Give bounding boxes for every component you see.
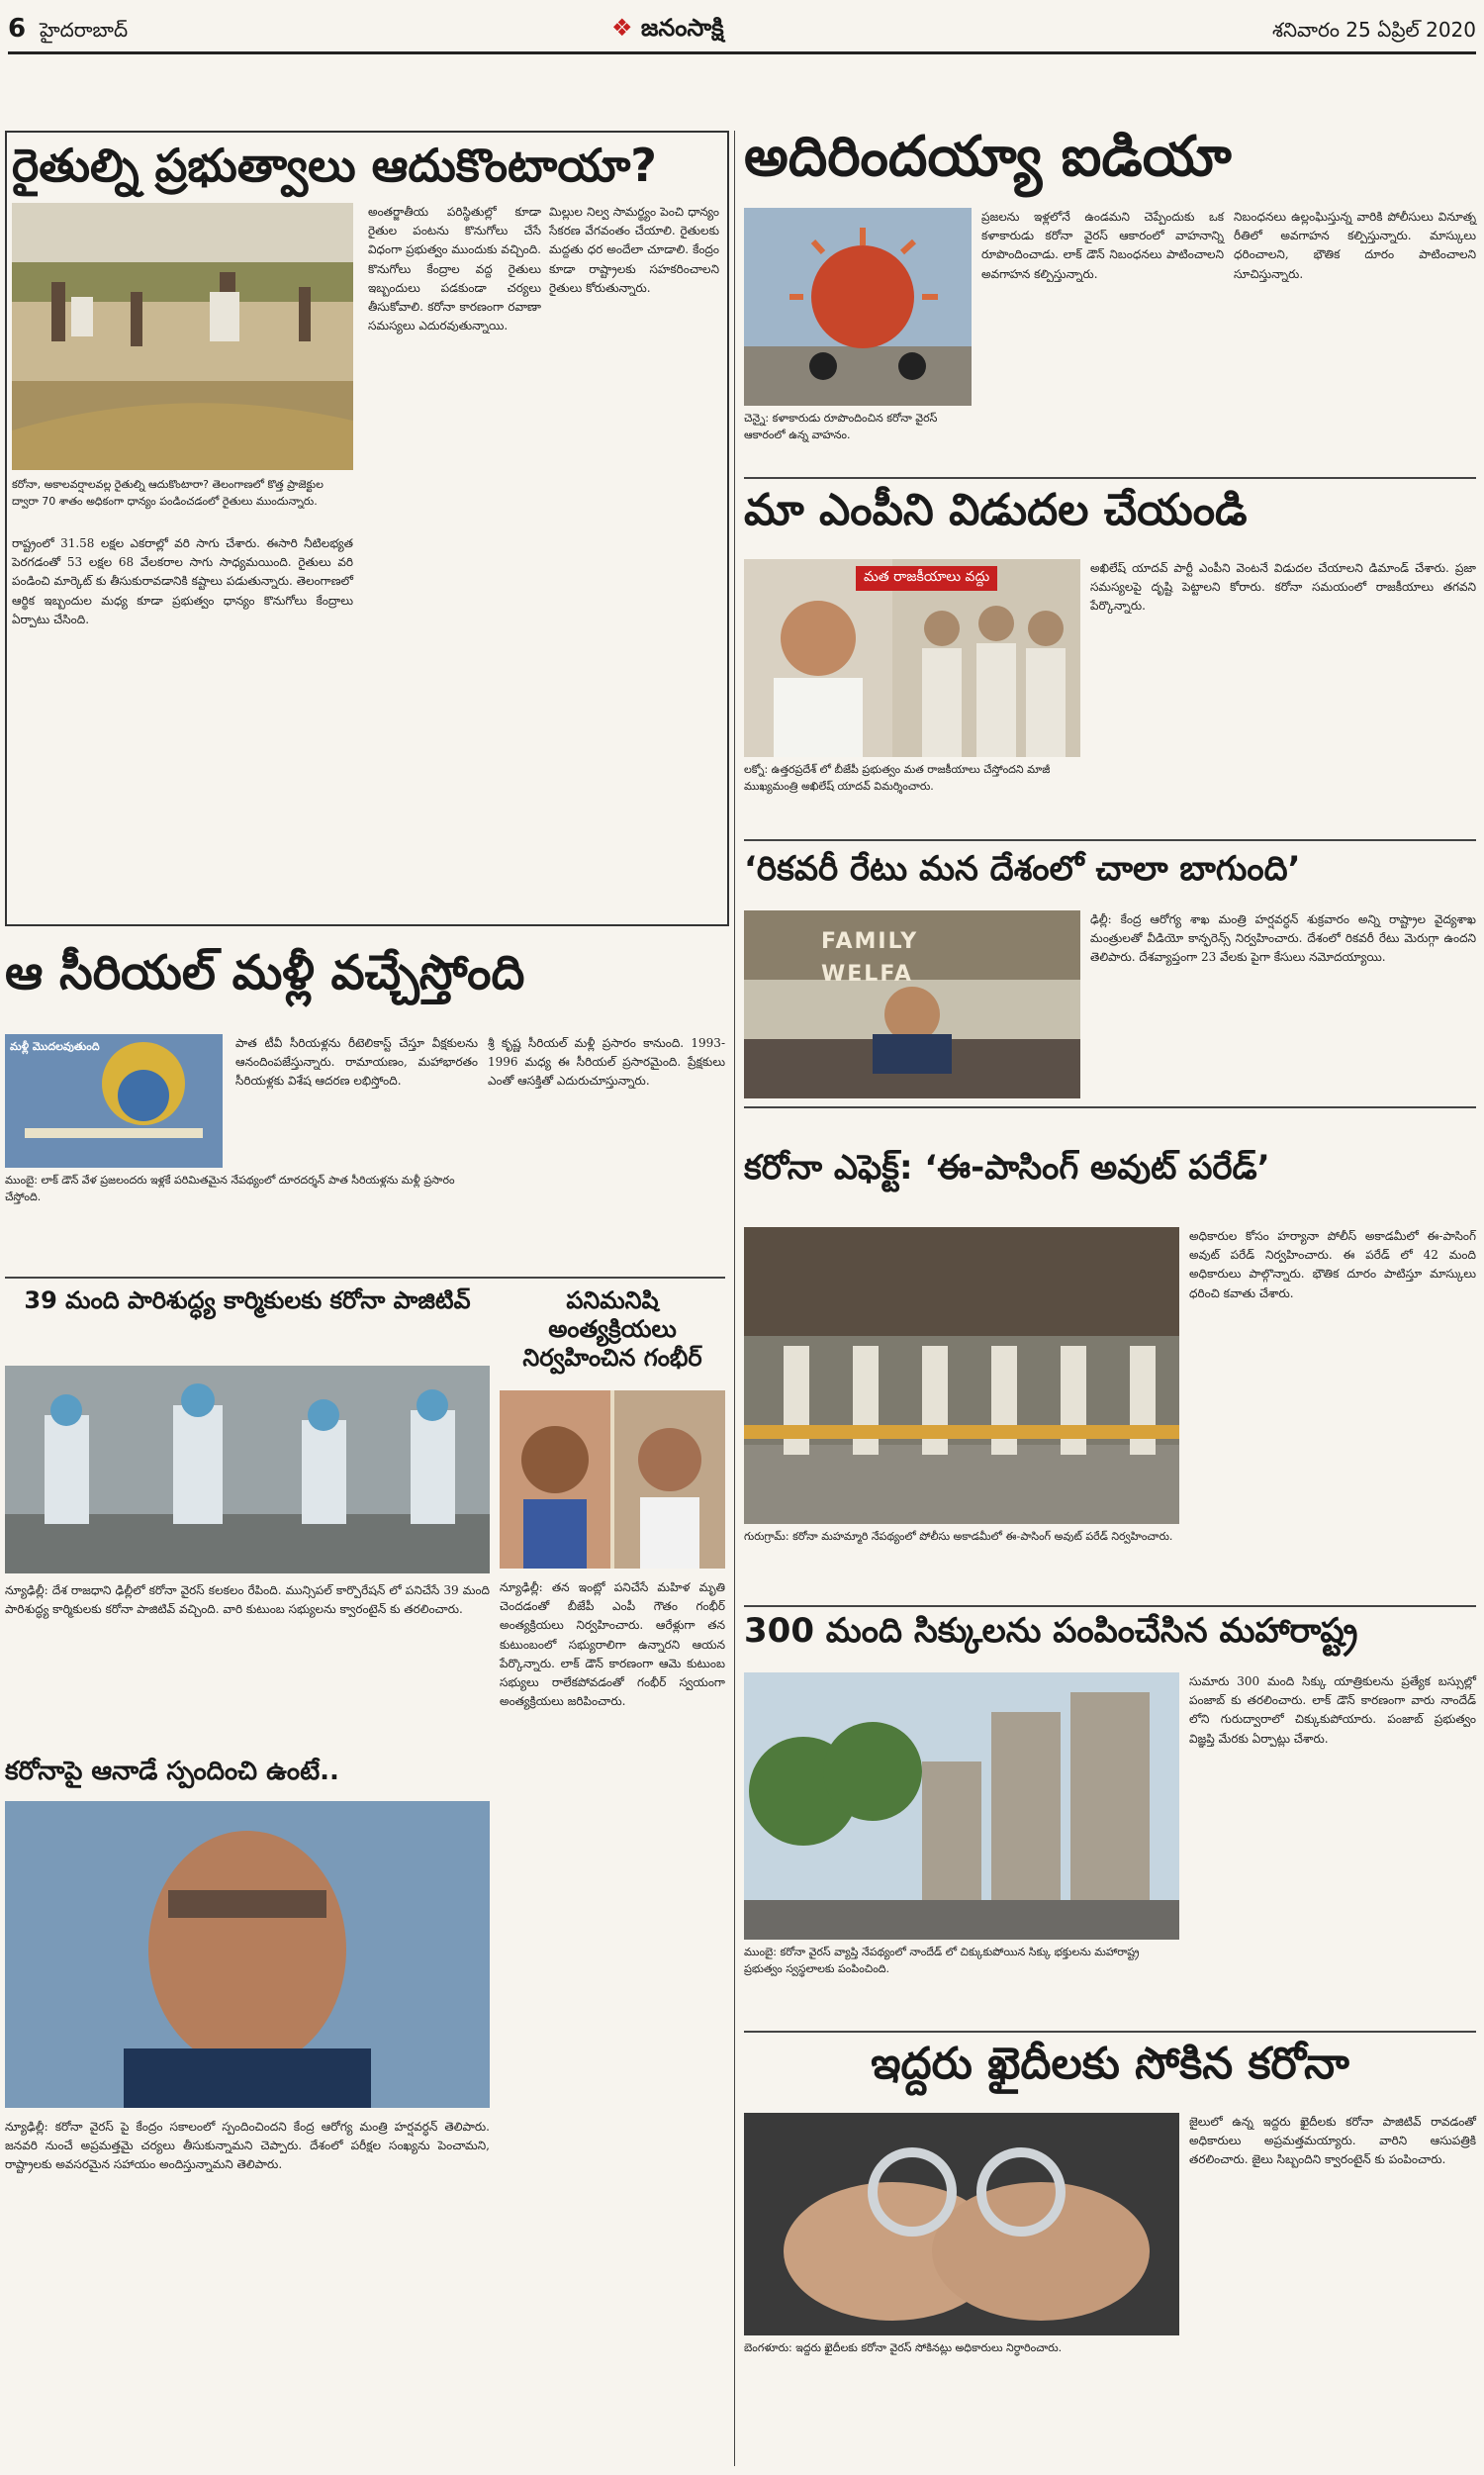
sanitation-workers-photo [5,1366,490,1573]
divider-serial [5,1277,725,1279]
sanitation-photo-graphic [5,1366,490,1573]
mp-headline: మా ఎంపీని విడుదల చేయండి [744,485,1248,535]
corona-response-headline: కరోనాపై ఆనాడే స్పందించి ఉంటే.. [5,1757,339,1786]
farmers-body-column-2: అంతర్జాతీయ పరిస్థితుల్లో కూడా రైతుల పంటను కొనుగోలు చేసే విధంగా ప్రభుత్వం ముందుకు వచ్చింది. కొనుగోలు కేంద్రాల వద్ద రైతులు ఇబ్బందులు పడకుండా చర్యలు తీసుకోవాలి. కరోనా కారణంగా రవాణా సమస్యలు ఎదురవుతున్నాయి. [368,205,541,333]
mp-photo-caption: లక్నో: ఉత్తరప్రదేశ్ లో బీజేపీ ప్రభుత్వం మత రాజకీయాలు చేస్తోందని మాజీ ముఖ్యమంత్రి అఖిలేష్ యాదవ్ విమర్శించారు. [744,763,1051,793]
corona-response-body: న్యూఢిల్లీ: కరోనా వైరస్ పై కేంద్రం సకాలంలో స్పందించిందని కేంద్ర ఆరోగ్య మంత్రి హర్షవర్ధన్ తెలిపారు. జనవరి నుంచే అప్రమత్తమై చర్యలు తీసుకున్నామని చెప్పారు. దేశంలో పరీక్షల సంఖ్యను పెంచామని, రాష్ట్రాలకు అవసరమైన సహాయం అందిస్తున్నామని తెలిపారు. [5,2120,490,2172]
prisoners-headline: ఇద్దరు ఖైదీలకు సోకిన కరోనా [871,2039,1349,2089]
serial-body-column-2: శ్రీ కృష్ణ సీరియల్ మళ్లీ ప్రసారం కానుంది. 1993-1996 మధ్య ఈ సీరియల్ ప్రసారమైంది. ప్రేక్షకులు ఎంతో ఆసక్తితో ఎదురుచూస్తున్నారు. [488,1036,725,1089]
sikhs-photo-graphic [744,1672,1179,1940]
recovery-headline: ‘రికవరీ రేటు మన దేశంలో చాలా బాగుంది’ [744,849,1301,889]
page-number: 6 [8,14,27,44]
farmers-body-column-1: రాష్ట్రంలో 31.58 లక్షల ఎకరాల్లో వరి సాగు చేశారు. ఈసారి నీటిలభ్యత పెరగడంతో 53 లక్షల 68 వేలకరాల సాగు సాధ్యమయింది. రైతులు వరి పండించి మార్కెట్ కు తీసుకురావడానికి కష్టాలు పడుతున్నారు. తెలంగాణలో ఆర్థిక ఇబ్బందుల మధ్య కూడా ప్రభుత్వం ధాన్యం కొనుగోలు కేంద్రాలు ఏర్పాటు చేసింది. [12,536,353,626]
farmers-photo-graphic [12,203,353,470]
mp-photo-tag: మత రాజకీయాలు వద్దు [856,566,997,591]
epassing-headline: కరోనా ఎఫెక్ట్: ‘ఈ-పాసింగ్ అవుట్ పరేడ్’ [744,1148,1270,1188]
masthead [8,10,1476,54]
idea-body-column-2: నిబంధనలు ఉల్లంఘిస్తున్న వారికి పోలీసులు వినూత్న రీతిలో అవగాహన కల్పిస్తున్నారు. మాస్కులు ధరించాలని, భౌతిక దూరం పాటించాలని సూచిస్తున్నారు. [1234,210,1476,281]
parade-photo-graphic [744,1227,1179,1524]
serial-photo-caption: ముంబై: లాక్ డౌన్ వేళ ప్రజలందరు ఇళ్లకే పరిమితమైన నేపథ్యంలో దూరదర్శన్ పాత సీరియళ్లను మళ్లీ ప్రసారం చేస్తోంది. [5,1174,455,1203]
divider-epassing [744,1605,1476,1607]
health-minister-photo [5,1801,490,2108]
logo-mark-icon: ❖ [611,14,633,42]
divider-sikhs [744,2031,1476,2033]
idea-headline: అదిరిందయ్యా ఐడియా [744,125,1232,189]
gambhir-photo-graphic [500,1390,725,1569]
sanitation-body: న్యూఢిల్లీ: దేశ రాజధాని ఢిల్లీలో కరోనా వైరస్ కలకలం రేపింది. మున్సిపల్ కార్పొరేషన్ లో పనిచేసే 39 మంది పారిశుద్ధ్య కార్మికులకు కరోనా పాజిటివ్ వచ్చింది. వారి కుటుంబ సభ్యులను క్వారంటైన్ కు తరలించారు. [5,1583,490,1617]
serial-photo-overlay: మళ్లీ మొదలవుతుంది [10,1040,100,1053]
maharashtra-photo [744,1672,1179,1940]
serial-headline: ఆ సీరియల్ మళ్లీ వచ్చేస్తోంది [5,945,525,1000]
prisoners-photo-graphic [744,2113,1179,2335]
edition-city: హైదరాబాద్ [40,18,129,42]
epassing-body: అధికారుల కోసం హర్యానా పోలీస్ అకాడమీలో ఈ-పాసింగ్ అవుట్ పరేడ్ నిర్వహించారు. ఈ పరేడ్ లో 42 మంది అధికారులు పాల్గొన్నారు. భౌతిక దూరం పాటిస్తూ మాస్కులు ధరించి కవాతు చేశారు. [1189,1229,1476,1300]
idea-body-column-1: ప్రజలను ఇళ్లలోనే ఉండమని చెప్పేందుకు ఒక కళాకారుడు కరోనా వైరస్ ఆకారంలో వాహనాన్ని రూపొందించాడు. లాక్ డౌన్ నిబంధనలు పాటించాలని అవగాహన కల్పిస్తున్నారు. [981,210,1224,281]
divider-idea [744,477,1476,479]
handcuffs-photo [744,2113,1179,2335]
sikhs-body: సుమారు 300 మంది సిక్కు యాత్రికులను ప్రత్యేక బస్సుల్లో పంజాబ్ కు తరలించారు. లాక్ డౌన్ కారణంగా వారు నాందేడ్ లోని గురుద్వారాలో చిక్కుకుపోయారు. పంజాబ్ ప్రభుత్వం విజ్ఞప్తి మేరకు ఏర్పాట్లు చేశారు. [1189,1674,1476,1746]
center-column-divider [734,131,735,2466]
minister-photo-graphic [5,1801,490,2108]
parade-photo [744,1227,1179,1524]
idea-photo-caption: చెన్నై: కళాకారుడు రూపొందించిన కరోనా వైరస్ ఆకారంలో ఉన్న వాహనం. [744,412,938,441]
divider-recovery [744,1106,1476,1108]
vehicle-photo-graphic [744,208,972,406]
recovery-photo-sign: FAMILY WELFA [821,929,919,987]
publication-date: శనివారం 25 ఏప్రిల్ 2020 [1271,18,1476,42]
farmers-body-column-3: మిల్లుల నిల్వ సామర్థ్యం పెంచి ధాన్యం సేకరణ వేగవంతం చేయాలి. రైతులకు మద్దతు ధర అందేలా చూడాలి. కేంద్రం కూడా రాష్ట్రాలకు సహకరించాలని రైతులు కోరుతున్నారు. [549,205,719,295]
prisoners-body: జైలులో ఉన్న ఇద్దరు ఖైదీలకు కరోనా పాజిటివ్ రావడంతో అధికారులు అప్రమత్తమయ్యారు. వారిని ఆసుపత్రికి తరలించారు. జైలు సిబ్బందిని క్వారంటైన్ కు పంపించారు. [1189,2115,1476,2167]
mp-body: అఖిలేష్ యాదవ్ పార్టీ ఎంపీని వెంటనే విడుదల చేయాలని డిమాండ్ చేశారు. ప్రజా సమస్యలపై దృష్టి పెట్టాలని కోరారు. కరోనా సమయంలో రాజకీయాలు తగవని పేర్కొన్నారు. [1090,561,1476,614]
farmers-headline: రైతుల్ని ప్రభుత్వాలు ఆదుకొంటాయా? [12,139,657,192]
recovery-body: ఢిల్లీ: కేంద్ర ఆరోగ్య శాఖ మంత్రి హర్షవర్ధన్ శుక్రవారం అన్ని రాష్ట్రాల వైద్యశాఖ మంత్రులతో వీడియో కాన్ఫరెన్స్ నిర్వహించారు. దేశంలో రికవరీ రేటు మెరుగ్గా ఉందని తెలిపారు. దేశవ్యాప్తంగా 23 వేలకు పైగా కేసులు నమోదయ్యాయి. [1090,912,1476,965]
serial-body-column-1: పాత టీవీ సీరియళ్లను రీటెలికాస్ట్ చేస్తూ వీక్షకులను ఆనందింపజేస్తున్నారు. రామాయణం, మహాభారతం సీరియళ్లకు విశేష ఆదరణ లభిస్తోంది. [235,1036,478,1089]
newspaper-logo [611,14,724,48]
gambhir-body: న్యూఢిల్లీ: తన ఇంట్లో పనిచేసే మహిళ మృతి చెందడంతో బీజేపీ ఎంపీ గౌతం గంభీర్ అంత్యక్రియలు నిర్వహించారు. ఆరేళ్లుగా తన కుటుంబంలో సభ్యురాలిగా ఉన్నారని ఆయన పేర్కొన్నారు. లాక్ డౌన్ కారణంగా ఆమె కుటుంబ సభ్యులు రాలేకపోవడంతో గంభీర్ స్వయంగా అంత్యక్రియలు జరిపించారు. [500,1580,725,1709]
farmers-photo-caption: కరోనా, అకాలవర్షాలవల్ల రైతుల్ని ఆదుకొంటారా? తెలంగాణలో కొత్త ప్రాజెక్టుల ద్వారా 70 శాతం అధికంగా ధాన్యం పండించడంలో రైతులు ముందున్నారు. [12,478,324,508]
divider-mp [744,839,1476,841]
sikhs-headline: 300 మంది సిక్కులను పంపించేసిన మహారాష్ట్ర [744,1611,1358,1651]
newspaper-name: జనంసాక్షి [640,14,724,42]
gambhir-headline: పనిమనిషి అంత్యక్రియలు నిర్వహించిన గంభీర్ [522,1286,702,1372]
parade-photo-caption: గురుగ్రామ్: కరోనా మహమ్మారి నేపథ్యంలో పోలీసు అకాడమీలో ఈ-పాసింగ్ అవుట్ పరేడ్ నిర్వహించారు. [744,1530,1173,1543]
virus-vehicle-photo [744,208,972,406]
prisoners-photo-caption: బెంగళూరు: ఇద్దరు ఖైదీలకు కరోనా వైరస్ సోకినట్లు అధికారులు నిర్ధారించారు. [744,2341,1063,2354]
farmers-field-photo [12,203,353,470]
sanitation-headline: 39 మంది పారిశుద్ధ్య కార్మికులకు కరోనా పాజిటివ్ [24,1286,471,1314]
gambhir-photo [500,1390,725,1569]
sikhs-photo-caption: ముంబై: కరోనా వైరస్ వ్యాప్తి నేపథ్యంలో నాందేడ్ లో చిక్కుకుపోయిన సిక్కు భక్తులను మహారాష్ట్ర ప్రభుత్వం స్వస్థలాలకు పంపించింది. [744,1946,1140,1975]
